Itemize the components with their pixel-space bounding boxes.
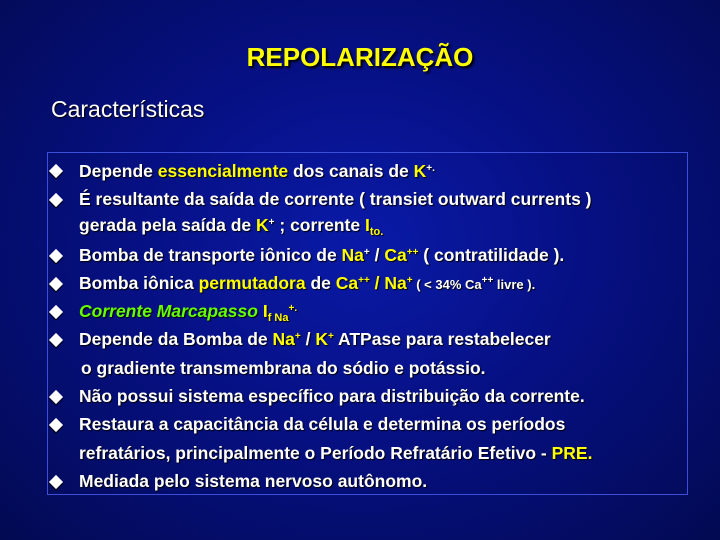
list-item: [79, 300, 297, 322]
ion-charge: +: [406, 275, 413, 286]
list-item: [79, 244, 564, 266]
ion-charge: +: [327, 331, 334, 342]
page-title: REPOLARIZAÇÃO: [246, 42, 474, 72]
subtitle: Características: [51, 96, 205, 122]
text: Depende: [79, 161, 158, 181]
ion-charge: ++: [358, 275, 370, 286]
ion-charge: +.: [288, 303, 298, 314]
ion-symbol: K: [315, 329, 328, 349]
text: /: [300, 329, 316, 349]
highlight-text: essencialmente: [157, 161, 289, 181]
note-text: livre ).: [493, 277, 536, 292]
list-item-continuation: [81, 357, 486, 379]
list-item: [79, 160, 435, 182]
highlight-text: Corrente Marcapasso: [79, 301, 263, 321]
list-item: [79, 413, 565, 435]
current-symbol: I: [262, 301, 268, 321]
ion-charge: +: [268, 217, 275, 228]
ion-symbol: Na: [272, 329, 295, 349]
list-item: [79, 188, 592, 210]
ion-charge: ++: [481, 275, 494, 286]
text: É resultante da saída de corrente ( transiet outward currents ): [79, 189, 592, 209]
ion-symbol: / Na: [369, 273, 407, 293]
ion-charge: +: [363, 247, 370, 258]
text: Não possui sistema específico para distribuição da corrente.: [79, 386, 585, 406]
current-subscript: to.: [369, 226, 384, 238]
list-item: [79, 385, 585, 407]
ion-symbol: Na: [341, 245, 364, 265]
text: Mediada pelo sistema nervoso autônomo.: [79, 471, 428, 491]
list-item: [79, 328, 551, 350]
ion-symbol: Ca: [335, 273, 359, 293]
text: gerada pela saída de: [79, 215, 257, 235]
ion-symbol: Ca: [384, 245, 407, 265]
ion-symbol: K: [256, 215, 269, 235]
text: o gradiente transmembrana do sódio e potássio.: [81, 358, 486, 378]
text: ( contratilidade ).: [418, 245, 565, 265]
highlight-text: permutadora: [198, 273, 306, 293]
list-item: [79, 272, 535, 296]
text: Bomba de transporte iônico de: [79, 245, 342, 265]
current-subscript: f Na: [267, 312, 289, 324]
ion-symbol: K: [413, 161, 427, 181]
list-item-continuation: [79, 442, 592, 464]
text: /: [369, 245, 385, 265]
text: Restaura a capacitância da célula e determina os períodos: [79, 414, 566, 434]
list-item-continuation: [79, 214, 383, 236]
note-text: ( < 34% Ca: [412, 277, 482, 292]
text: de: [305, 273, 336, 293]
ion-charge: ++: [406, 247, 419, 258]
text: refratários, principalmente o Período Refratário Efetivo -: [79, 443, 552, 463]
ion-charge: +.: [426, 163, 435, 174]
ion-charge: +: [294, 331, 301, 342]
text: dos canais de: [288, 161, 414, 181]
text: ; corrente: [274, 215, 365, 235]
text: Depende da Bomba de: [79, 329, 273, 349]
current-symbol: I: [364, 215, 370, 235]
list-item: [79, 470, 427, 492]
text: Bomba iônica: [79, 273, 199, 293]
highlight-text: PRE.: [551, 443, 593, 463]
text: ATPase para restabelecer: [333, 329, 551, 349]
